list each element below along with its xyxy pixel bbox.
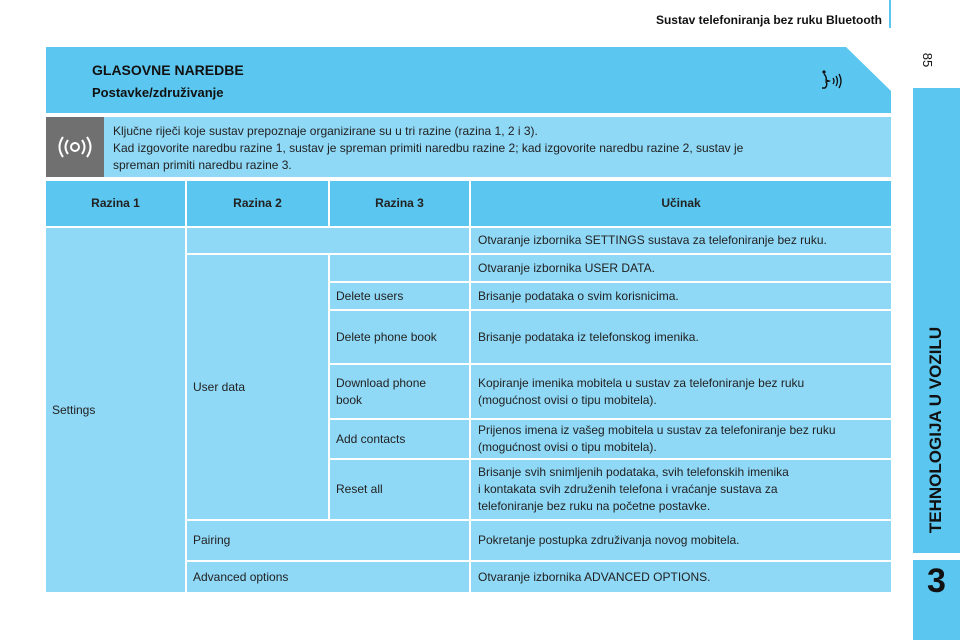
cell-line: book	[336, 392, 363, 407]
level1-settings: Settings	[46, 228, 185, 592]
reset-all-effect	[471, 460, 891, 519]
level3-delete-phone-book: Delete phone book	[330, 311, 469, 363]
cell-line: Brisanje svih snimljenih podataka, svih telefonskih imenika	[478, 465, 789, 479]
col-header-level2: Razina 2	[187, 181, 328, 226]
chapter-number: 3	[927, 562, 946, 600]
user-data-blank	[330, 255, 469, 281]
level3-delete-users: Delete users	[330, 283, 469, 309]
cell-line: Prijenos imena iz vašeg mobitela u sustav za telefoniranje bez ruku	[478, 423, 836, 437]
level3-download-phone-book	[330, 365, 469, 418]
cell-line: (mogućnost ovisi o tipu mobitela).	[478, 392, 657, 407]
page-header-title: Sustav telefoniranja bez ruku Bluetooth	[655, 13, 882, 27]
sound-waves-icon	[58, 135, 92, 159]
voice-command-icon	[818, 68, 844, 92]
cell-line: telefoniranje bez ruku na početne postavke.	[478, 499, 711, 513]
download-phone-book-effect	[471, 365, 891, 418]
delete-phone-book-effect: Brisanje podataka iz telefonskog imenika.	[471, 311, 891, 363]
note-line: Ključne riječi koje sustav prepoznaje organizirane su u tri razine (razina 1, 2 i 3).	[113, 124, 538, 138]
note-line: Kad izgovorite naredbu razine 1, sustav je spreman primiti naredbu razine 2; kad izgovorite naredbu razine 2, sustav je	[113, 141, 744, 155]
cell-line: Kopiranje imenika mobitela u sustav za telefoniranje bez ruku	[478, 375, 805, 390]
page-number: 85	[920, 52, 935, 68]
level3-add-contacts: Add contacts	[330, 420, 469, 458]
col-header-level1: Razina 1	[46, 181, 185, 226]
user-data-effect: Otvaranje izbornika USER DATA.	[471, 255, 891, 281]
cell-line: i kontakata svih združenih telefona i vraćanje sustava za	[478, 482, 778, 496]
section-banner	[46, 47, 891, 113]
header-divider	[889, 0, 891, 28]
section-title: GLASOVNE NAREDBE	[92, 62, 244, 78]
settings-effect: Otvaranje izbornika SETTINGS sustava za telefoniranje bez ruku.	[471, 228, 891, 253]
add-contacts-effect	[471, 420, 891, 458]
level3-reset-all: Reset all	[330, 460, 469, 519]
delete-users-effect: Brisanje podataka o svim korisnicima.	[471, 283, 891, 309]
level2-user-data: User data	[187, 255, 328, 519]
level2-advanced-options: Advanced options	[187, 562, 469, 592]
advanced-options-effect: Otvaranje izbornika ADVANCED OPTIONS.	[471, 562, 891, 592]
info-note-text	[113, 123, 883, 174]
section-subtitle: Postavke/združivanje	[92, 85, 224, 100]
settings-blank	[187, 228, 469, 253]
col-header-level3: Razina 3	[330, 181, 469, 226]
chapter-title: TEHNOLOGIJA U VOZILU	[926, 326, 945, 534]
pairing-effect: Pokretanje postupka združivanja novog mobitela.	[471, 521, 891, 560]
cell-line: (mogućnost ovisi o tipu mobitela).	[478, 440, 657, 454]
level2-pairing: Pairing	[187, 521, 469, 560]
col-header-effect: Učinak	[471, 181, 891, 226]
cell-line: Download phone	[336, 375, 427, 390]
note-line: spreman primiti naredbu razine 3.	[113, 158, 292, 172]
